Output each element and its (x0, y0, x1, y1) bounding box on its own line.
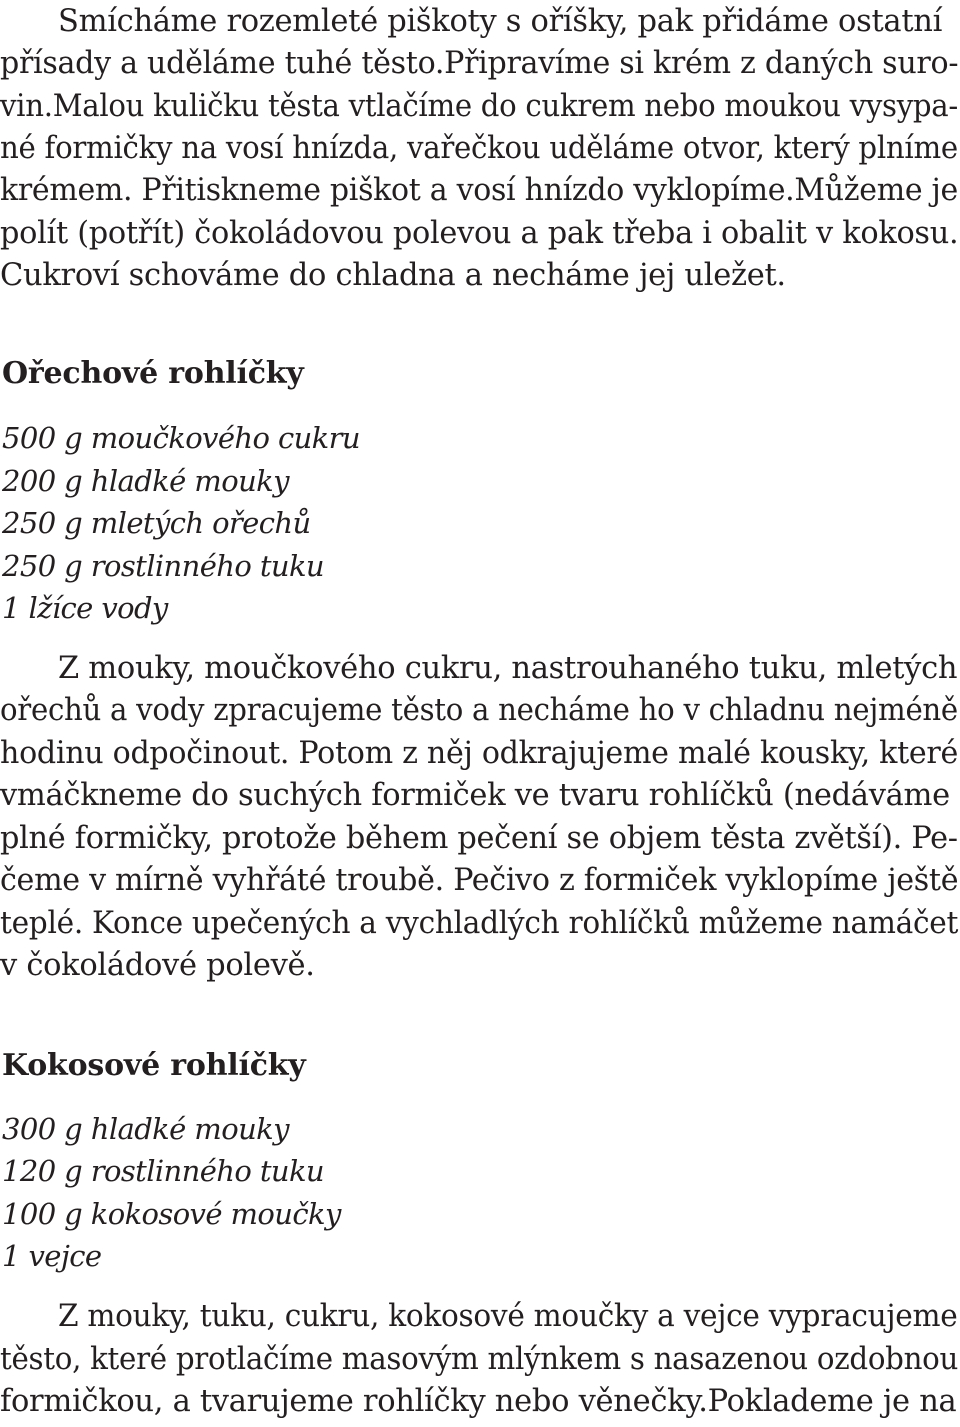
ingredient-item: 1 lžíce vody (2, 591, 168, 625)
ingredient-item: 500 g moučkového cukru (2, 421, 360, 455)
method-line: čeme v mírně vyhřáté troubě. Pečivo z formiček vyklopíme ještě (0, 863, 959, 898)
intro-line: přísady a uděláme tuhé těsto.Připravíme si krém z daných suro- (0, 46, 959, 81)
ingredient-item: 120 g rostlinného tuku (2, 1154, 325, 1188)
method-line: formičkou, a tvarujeme rohlíčky nebo věnečky.Poklademe je na (0, 1384, 957, 1419)
intro-line: Cukroví schováme do chladna a necháme jej uležet. (0, 258, 786, 293)
method-line: Z mouky, tuku, cukru, kokosové moučky a vejce vypracujeme (58, 1299, 958, 1334)
ingredient-item: 250 g mletých ořechů (2, 506, 311, 540)
method-line: teplé. Konce upečených a vychladlých rohlíčků můžeme namáčet (0, 906, 959, 941)
method-line: v čokoládové polevě. (0, 948, 315, 983)
intro-line: Smícháme rozemleté piškoty s oříšky, pak přidáme ostatní (58, 4, 943, 39)
recipe-title: Ořechové rohlíčky (2, 356, 304, 391)
method-line: plné formičky, protože během pečení se objem těsta zvětší). Pe- (0, 821, 958, 856)
recipe-title: Kokosové rohlíčky (2, 1048, 306, 1083)
ingredient-item: 300 g hladké mouky (2, 1112, 289, 1146)
intro-line: krémem. Přitiskneme piškot a vosí hnízdo vyklopíme.Můžeme je (0, 173, 958, 208)
intro-line: polít (potřít) čokoládovou polevou a pak třeba i obalit v kokosu. (0, 216, 959, 251)
method-line: těsto, které protlačíme masovým mlýnkem s nasazenou ozdobnou (0, 1342, 959, 1377)
ingredient-item: 100 g kokosové moučky (2, 1197, 341, 1231)
method-line: ořechů a vody zpracujeme těsto a necháme ho v chladnu nejméně (0, 693, 958, 728)
method-line: vmáčkneme do suchých formiček ve tvaru rohlíčků (nedáváme (0, 778, 950, 813)
ingredient-item: 1 vejce (2, 1239, 102, 1273)
intro-line: vin.Malou kuličku těsta vtlačíme do cukrem nebo moukou vysypa- (0, 89, 958, 124)
intro-line: né formičky na vosí hnízda, vařečkou uděláme otvor, který plníme (0, 131, 958, 166)
ingredient-item: 250 g rostlinného tuku (2, 549, 325, 583)
method-line: Z mouky, moučkového cukru, nastrouhaného tuku, mletých (58, 651, 958, 686)
method-line: hodinu odpočinout. Potom z něj odkrajujeme malé kousky, které (0, 736, 958, 771)
ingredient-item: 200 g hladké mouky (2, 464, 289, 498)
